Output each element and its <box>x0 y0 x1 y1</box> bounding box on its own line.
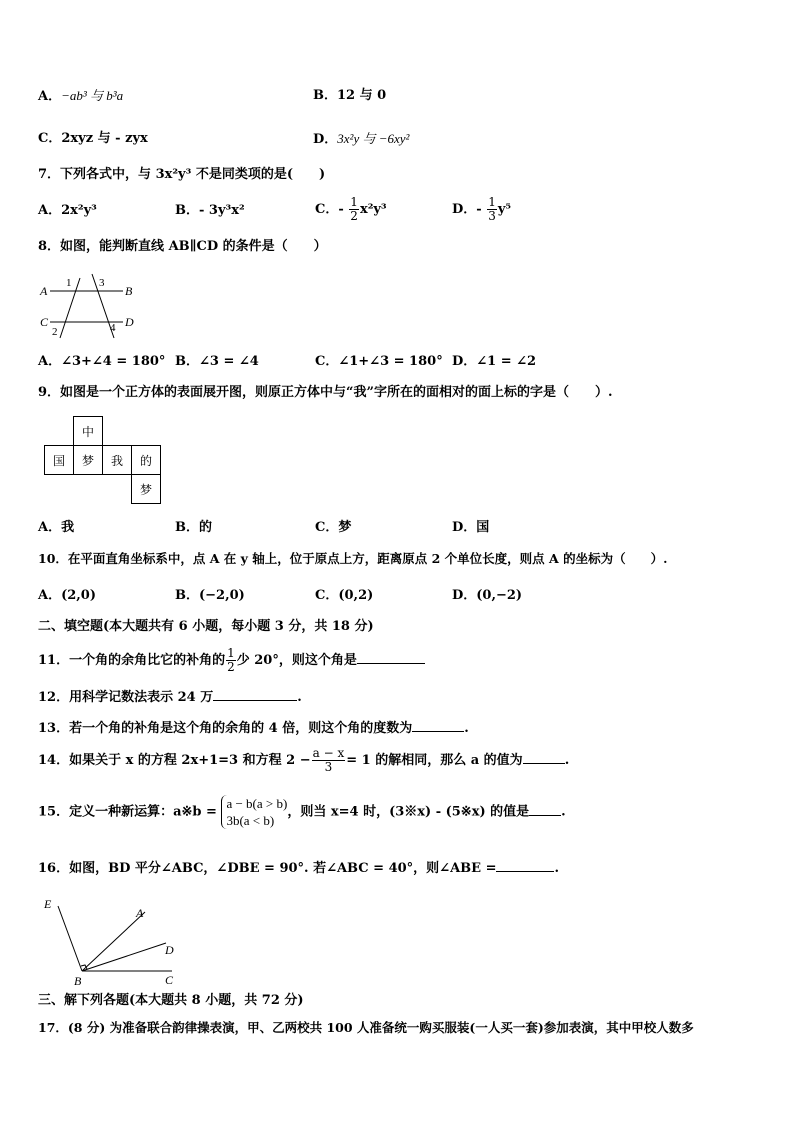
q8-option-d: D．∠1 = ∠2 <box>452 354 537 369</box>
q6-option-b: B．12 与 0 <box>313 88 387 103</box>
q8-option-a: A．∠3+∠4 = 180° <box>38 354 166 369</box>
q8-stem: 8．如图，能判断直线 AB∥CD 的条件是（ ） <box>38 239 327 254</box>
q8-option-b: B．∠3 = ∠4 <box>175 354 259 369</box>
q7-option-b: B．- 3y³x² <box>175 203 245 218</box>
net-cell-text-3: 梦 <box>81 454 95 468</box>
ray-be <box>58 906 82 971</box>
q16-angle-figure <box>40 895 190 989</box>
q6-option-c-text: 2xyz 与 - zyx <box>61 131 148 146</box>
q17: 17．(8 分) 为准备联合韵律操表演，甲、乙两校共 100 人准备统一购买服装(一人买一套)参加表演，其中甲校人数多 <box>38 1020 694 1035</box>
q10-option-a: A．(2,0) <box>38 588 97 603</box>
q12-answer-blank[interactable] <box>213 688 297 701</box>
ray-ba <box>82 912 145 971</box>
q6-option-c: C．2xyz 与 - zyx <box>38 131 148 146</box>
right-angle-mark <box>81 965 87 969</box>
q7-stem: 7．下列各式中，与 3x²y³ 不是同类项的是( ) <box>38 167 326 182</box>
section-3-heading: 三、解下列各题(本大题共 8 小题，共 72 分) <box>38 993 304 1008</box>
q9-stem: 9．如图是一个正方体的表面展开图，则原正方体中与“我”字所在的面相对的面上标的字是（ ）. <box>38 385 613 400</box>
label-e: E <box>44 897 52 911</box>
label-angle-3: 3 <box>99 277 105 289</box>
q13: 13．若一个角的补角是这个角的余角的 4 倍，则这个角的度数为 . <box>38 721 469 736</box>
q14-fraction: $\frac{a - x}{3}$ <box>312 746 345 774</box>
q9-cube-net-figure <box>44 416 164 508</box>
label-b: B <box>74 974 82 988</box>
q9-option-b: B．的 <box>175 520 212 535</box>
q6-option-a-expr: −ab³ 与 b³a <box>61 88 124 103</box>
q10-option-c: C．(0,2) <box>315 588 374 603</box>
q13-answer-blank[interactable] <box>412 719 464 732</box>
q8-option-c: C．∠1+∠3 = 180° <box>315 354 443 369</box>
q16-answer-blank[interactable] <box>496 859 554 872</box>
q6-option-b-text: 12 与 0 <box>337 88 387 103</box>
q7-option-c-fraction: $\frac{1}{2}$ <box>350 195 358 223</box>
label-angle-2: 2 <box>52 326 58 338</box>
net-cell-text-4: 我 <box>110 454 124 468</box>
label-angle-1: 1 <box>66 277 72 289</box>
net-cell-text-2: 国 <box>52 454 66 468</box>
net-cell-text-6: 梦 <box>139 483 153 497</box>
q11-fraction: $\frac{1}{2}$ <box>227 646 235 674</box>
section-2-heading: 二、填空题(本大题共有 6 小题，每小题 3 分，共 18 分) <box>38 619 374 634</box>
q9-option-c: C．梦 <box>315 520 352 535</box>
q7-option-d-fraction: $\frac{1}{3}$ <box>488 195 496 223</box>
net-cell-text-5: 的 <box>139 454 153 468</box>
q9-option-d: D．国 <box>452 520 490 535</box>
q7-option-a: A．2x²y³ <box>38 203 97 218</box>
label-d: D <box>165 943 174 957</box>
label-c: C <box>40 315 49 329</box>
q7-option-c: C．- $\frac{1}{2}$ x²y³ <box>315 195 387 223</box>
q10-option-d: D．(0,−2) <box>452 588 523 603</box>
label-b: B <box>125 284 133 298</box>
label-d: D <box>125 315 134 329</box>
label-a: A <box>40 284 48 298</box>
q16: 16．如图，BD 平分∠ABC，∠DBE = 90°. 若∠ABC = 40°，则∠ABE = . <box>38 861 559 876</box>
q14: 14．如果关于 x 的方程 2x+1=3 和方程 2 − $\frac{a - x}{3}$ = 1 的解相同，那么 a 的值为 . <box>38 746 570 774</box>
net-cell-text-1: 中 <box>81 425 95 439</box>
q15: 15．定义一种新运算：a※b = a − b(a > b) 3b(a < b) ，则当 x=4 时，(3※x) - (5※x) 的值是 . <box>38 796 566 828</box>
ray-bd <box>82 943 166 971</box>
label-angle-4: 4 <box>110 322 116 334</box>
label-a: A <box>136 906 144 920</box>
q11-answer-blank[interactable] <box>357 651 425 664</box>
q9-option-a: A．我 <box>38 520 75 535</box>
q14-answer-blank[interactable] <box>523 751 565 764</box>
q12: 12．用科学记数法表示 24 万 . <box>38 690 302 705</box>
q15-piecewise: a − b(a > b) 3b(a < b) <box>221 795 287 829</box>
q10-stem: 10．在平面直角坐标系中，点 A 在 y 轴上，位于原点上方，距离原点 2 个单位长度，则点 A 的坐标为（ ）. <box>38 551 668 566</box>
q6-option-d-expr: 3x²y 与 −6xy² <box>337 131 410 146</box>
q7-option-d: D．- $\frac{1}{3}$ y⁵ <box>452 195 512 223</box>
label-c: C <box>165 973 174 987</box>
q6-option-d: D．3x²y 与 −6xy² <box>313 131 410 147</box>
q15-answer-blank[interactable] <box>529 803 561 816</box>
q6-option-a: A．−ab³ 与 b³a <box>38 88 124 104</box>
q10-option-b: B．(−2,0) <box>175 588 245 603</box>
q8-parallel-lines-figure <box>38 270 148 340</box>
q11: 11．一个角的余角比它的补角的 $\frac{1}{2}$ 少 20°，则这个角是 <box>38 647 425 674</box>
